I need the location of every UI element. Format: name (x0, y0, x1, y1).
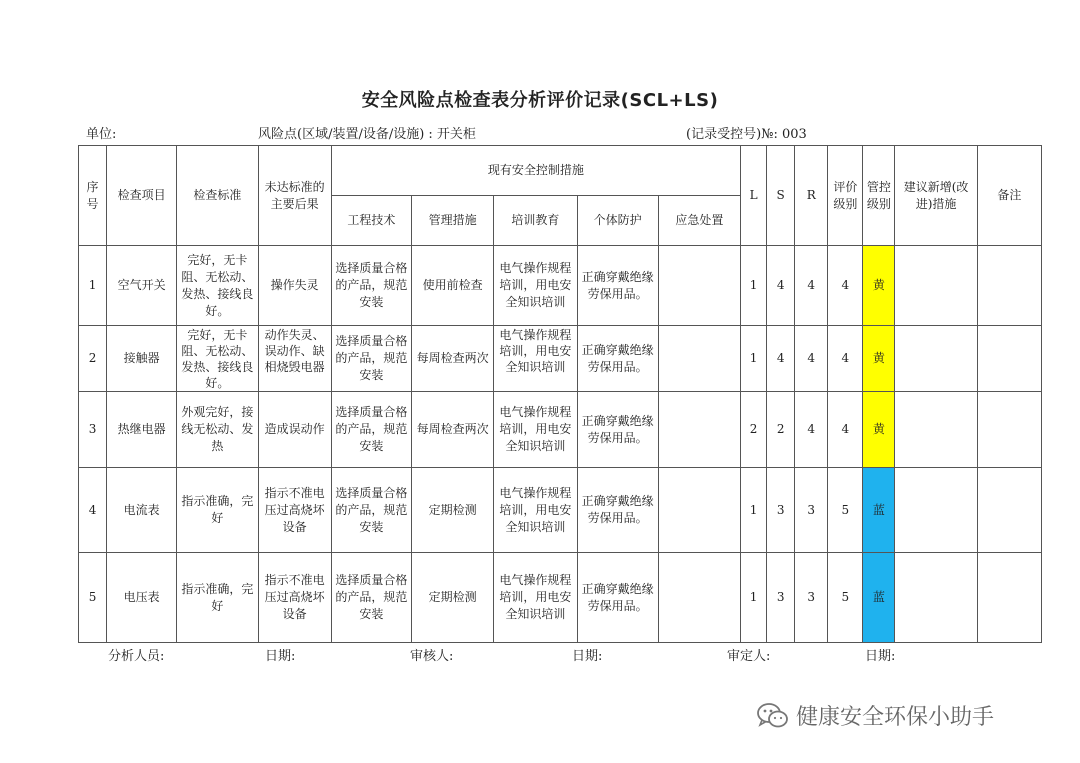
cell-S: 2 (767, 392, 795, 468)
cell-L: 1 (741, 468, 767, 553)
cell-S: 3 (767, 553, 795, 643)
footer-reviewer: 审核人: (410, 649, 454, 664)
watermark (756, 700, 994, 731)
cell-standard-text: 完好，无卡阻、无松动、发热、接线良好。 (181, 327, 254, 390)
cell-management: 使用前检查 (412, 246, 494, 326)
cell-consequence: 指示不准电压过高烧坏设备 (258, 553, 331, 643)
cell-consequence (258, 326, 331, 392)
cell-eval-level: 5 (828, 553, 863, 643)
cell-training: 电气操作规程培训，用电安全知识培训 (494, 392, 577, 468)
header-management: 管理措施 (412, 196, 494, 246)
header-emergency: 应急处置 (658, 196, 740, 246)
cell-emergency (658, 468, 740, 553)
cell-seq: 3 (79, 392, 107, 468)
footer-approver: 审定人: (727, 649, 771, 664)
cell-ppe: 正确穿戴绝缘劳保用品。 (577, 326, 658, 392)
cell-standard: 指示准确，完好 (177, 553, 258, 643)
cell-eval-level: 5 (828, 468, 863, 553)
cell-control-level: 蓝 (863, 468, 895, 553)
cell-seq: 5 (79, 553, 107, 643)
header-training: 培训教育 (494, 196, 577, 246)
cell-L: 1 (741, 246, 767, 326)
cell-seq: 1 (79, 246, 107, 326)
cell-engineering: 选择质量合格的产品，规范安装 (331, 246, 411, 326)
cell-R: 4 (795, 326, 828, 392)
header-remark: 备注 (977, 146, 1041, 246)
cell-remark (977, 326, 1041, 392)
unit-label: 单位: (86, 127, 117, 142)
cell-consequence: 指示不准电压过高烧坏设备 (258, 468, 331, 553)
header-engineering: 工程技术 (331, 196, 411, 246)
footer-date-3: 日期: (865, 649, 896, 664)
cell-training-text: 电气操作规程培训，用电安全知识培训 (499, 327, 572, 374)
cell-standard: 完好，无卡阻、无松动、发热、接线良好。 (177, 246, 258, 326)
cell-S: 4 (767, 326, 795, 392)
header-consequence: 未达标准的主要后果 (258, 146, 331, 246)
cell-management: 每周检查两次 (412, 326, 494, 392)
cell-item: 空气开关 (107, 246, 177, 326)
cell-control-level: 黄 (863, 392, 895, 468)
header-ppe: 个体防护 (577, 196, 658, 246)
header-eval-level: 评价级别 (828, 146, 863, 246)
watermark-text: 健康安全环保小助手 (796, 705, 995, 730)
risk-analysis-table (78, 145, 1042, 643)
cell-remark (977, 553, 1041, 643)
cell-management: 定期检测 (412, 468, 494, 553)
cell-seq: 2 (79, 326, 107, 392)
cell-item: 热继电器 (107, 392, 177, 468)
cell-consequence: 造成误动作 (258, 392, 331, 468)
header-row-1 (79, 146, 1042, 196)
wechat-icon (756, 702, 790, 730)
cell-training: 电气操作规程培训，用电安全知识培训 (494, 553, 577, 643)
cell-consequence-text: 动作失灵、误动作、缺相烧毁电器 (264, 327, 325, 374)
footer-analyst: 分析人员: (108, 649, 165, 664)
cell-standard: 外观完好，接线无松动、发热 (177, 392, 258, 468)
cell-item: 电压表 (107, 553, 177, 643)
cell-remark (977, 392, 1041, 468)
cell-control-level: 黄 (863, 246, 895, 326)
cell-eval-level: 4 (828, 392, 863, 468)
cell-eval-level: 4 (828, 246, 863, 326)
cell-eval-level: 4 (828, 326, 863, 392)
cell-ppe: 正确穿戴绝缘劳保用品。 (577, 553, 658, 643)
cell-suggest (895, 468, 977, 553)
cell-training: 电气操作规程培训，用电安全知识培训 (494, 246, 577, 326)
cell-item: 电流表 (107, 468, 177, 553)
cell-L: 1 (741, 326, 767, 392)
cell-control-level: 黄 (863, 326, 895, 392)
cell-standard (177, 326, 258, 392)
cell-suggest (895, 392, 977, 468)
cell-suggest (895, 553, 977, 643)
header-suggest: 建议新增(改进)措施 (895, 146, 977, 246)
cell-S: 3 (767, 468, 795, 553)
header-R: R (795, 146, 828, 246)
cell-R: 3 (795, 468, 828, 553)
header-seq: 序号 (79, 146, 107, 246)
cell-standard: 指示准确，完好 (177, 468, 258, 553)
document-title: 安全风险点检查表分析评价记录(SCL+LS) (361, 90, 719, 111)
risk-point: 风险点(区域/装置/设备/设施) : 开关柜 (258, 127, 476, 142)
cell-training: 电气操作规程培训，用电安全知识培训 (494, 468, 577, 553)
cell-ppe: 正确穿戴绝缘劳保用品。 (577, 246, 658, 326)
cell-training (494, 326, 577, 392)
cell-R: 3 (795, 553, 828, 643)
table-row (79, 326, 1042, 392)
cell-item: 接触器 (107, 326, 177, 392)
cell-engineering: 选择质量合格的产品，规范安装 (331, 553, 411, 643)
record-number: (记录受控号)№: 003 (686, 127, 807, 142)
cell-engineering: 选择质量合格的产品，规范安装 (331, 392, 411, 468)
table-row (79, 468, 1042, 553)
header-L: L (741, 146, 767, 246)
cell-L: 1 (741, 553, 767, 643)
cell-seq: 4 (79, 468, 107, 553)
cell-suggest (895, 326, 977, 392)
cell-emergency (658, 326, 740, 392)
cell-emergency (658, 553, 740, 643)
cell-suggest (895, 246, 977, 326)
cell-R: 4 (795, 392, 828, 468)
cell-S: 4 (767, 246, 795, 326)
cell-R: 4 (795, 246, 828, 326)
header-item: 检查项目 (107, 146, 177, 246)
cell-control-level: 蓝 (863, 553, 895, 643)
header-S: S (767, 146, 795, 246)
cell-ppe: 正确穿戴绝缘劳保用品。 (577, 468, 658, 553)
table-row (79, 246, 1042, 326)
cell-emergency (658, 246, 740, 326)
cell-engineering: 选择质量合格的产品，规范安装 (331, 326, 411, 392)
table-row (79, 553, 1042, 643)
cell-ppe: 正确穿戴绝缘劳保用品。 (577, 392, 658, 468)
cell-management: 定期检测 (412, 553, 494, 643)
cell-L: 2 (741, 392, 767, 468)
cell-consequence: 操作失灵 (258, 246, 331, 326)
cell-emergency (658, 392, 740, 468)
cell-remark (977, 246, 1041, 326)
header-control-level: 管控级别 (863, 146, 895, 246)
footer-date-1: 日期: (265, 649, 296, 664)
header-standard: 检查标准 (177, 146, 258, 246)
table-row (79, 392, 1042, 468)
footer-date-2: 日期: (572, 649, 603, 664)
cell-management: 每周检查两次 (412, 392, 494, 468)
header-controls: 现有安全控制措施 (331, 146, 740, 196)
cell-remark (977, 468, 1041, 553)
cell-engineering: 选择质量合格的产品，规范安装 (331, 468, 411, 553)
